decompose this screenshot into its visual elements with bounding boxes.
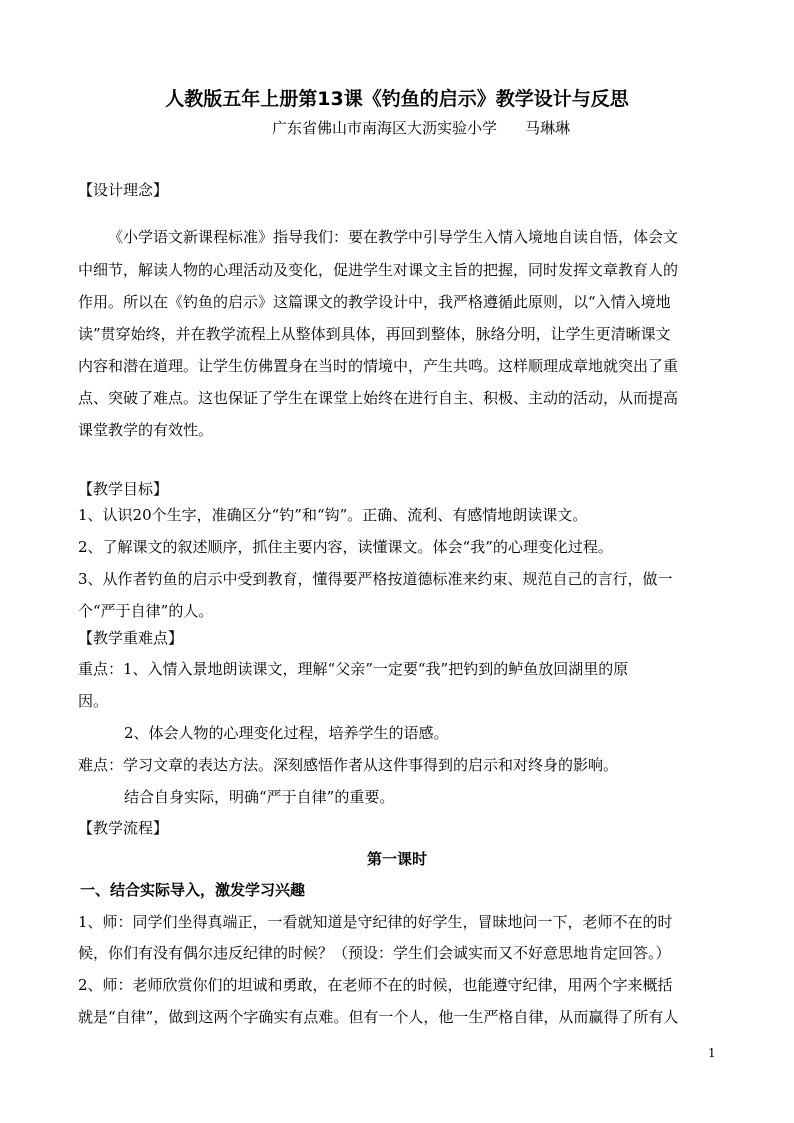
paragraph-line: 作用。所以在《钓鱼的启示》这篇课文的教学设计中，我严格遵循此原则，以“入情入境地 bbox=[78, 293, 671, 311]
paragraph-line: 读”贯穿始终，并在教学流程上从整体到具体，再回到整体，脉络分明，让学生更清晰课文 bbox=[78, 325, 671, 343]
lesson-heading: 第一课时 bbox=[366, 850, 427, 868]
paragraph-line: 中细节，解读人物的心理活动及变化，促进学生对课文主旨的把握，同时发挥文章教育人的 bbox=[78, 261, 679, 279]
author-school: 广东省佛山市南海区大沥实验小学 bbox=[272, 119, 498, 137]
paragraph-line: 《小学语文新课程标准》指导我们：要在教学中引导学生入情入境地自读自悟，体会文 bbox=[108, 228, 679, 246]
keypoint-line: 难点：学习文章的表达方法。深刻感悟作者从这件事得到的启示和对终身的影响。 bbox=[78, 756, 619, 774]
page-number: 1 bbox=[708, 1046, 716, 1060]
section-heading-process: 【教学流程】 bbox=[78, 819, 169, 837]
paragraph-line: 课堂教学的有效性。 bbox=[78, 421, 214, 439]
paragraph-line: 内容和潜在道理。让学生仿佛置身在当时的情境中，产生共鸣。这样顺理成章地就突出了重 bbox=[78, 357, 679, 375]
keypoint-line: 2、体会人物的心理变化过程，培养学生的语感。 bbox=[124, 724, 449, 742]
section-heading-goals: 【教学目标】 bbox=[78, 480, 169, 498]
author-name: 马琳琳 bbox=[525, 119, 571, 137]
step-heading: 一、结合实际导入，激发学习兴趣 bbox=[80, 881, 306, 899]
step-line: 候，你们有没有偶尔违反纪律的时候？（预设：学生们会诚实而又不好意思地肯定回答。） bbox=[78, 944, 671, 962]
goal-item: 2、了解课文的叙述顺序，抓住主要内容，读懂课文。体会“我”的心理变化过程。 bbox=[78, 538, 613, 556]
section-heading-design: 【设计理念】 bbox=[78, 181, 169, 199]
step-line: 1、师：同学们坐得真端正，一看就知道是守纪律的好学生，冒昧地问一下，老师不在的时 bbox=[78, 913, 673, 931]
document-title: 人教版五年上册第13课《钓鱼的启示》教学设计与反思 bbox=[165, 88, 629, 110]
paragraph-line: 点、突破了难点。这也保证了学生在课堂上始终在进行自主、积极、主动的活动，从而提高 bbox=[78, 389, 679, 407]
keypoint-line: 重点：1、入情入景地朗读课文，理解“父亲”一定要“我”把钓到的鲈鱼放回湖里的原 bbox=[78, 660, 629, 678]
keypoint-line: 因。 bbox=[78, 692, 109, 710]
goal-item: 1、认识20个生字，准确区分“钓”和“钩”。正确、流利、有感情地朗读课文。 bbox=[78, 506, 588, 524]
step-line: 2、师：老师欣赏你们的坦诚和勇敢，在老师不在的时候，也能遵守纪律，用两个字来概括 bbox=[78, 976, 673, 994]
goal-item: 3、从作者钓鱼的启示中受到教育，懂得要严格按道德标准来约束、规范自己的言行，做一 bbox=[78, 570, 673, 588]
step-line: 就是“自律”，做到这两个字确实有点难。但有一个人，他一生严格自律，从而赢得了所有人 bbox=[78, 1008, 679, 1026]
section-heading-keypoints: 【教学重难点】 bbox=[78, 629, 184, 647]
keypoint-line: 结合自身实际，明确“严于自律”的重要。 bbox=[124, 788, 395, 806]
author-line bbox=[272, 117, 570, 138]
goal-item: 个“严于自律”的人。 bbox=[78, 602, 214, 620]
